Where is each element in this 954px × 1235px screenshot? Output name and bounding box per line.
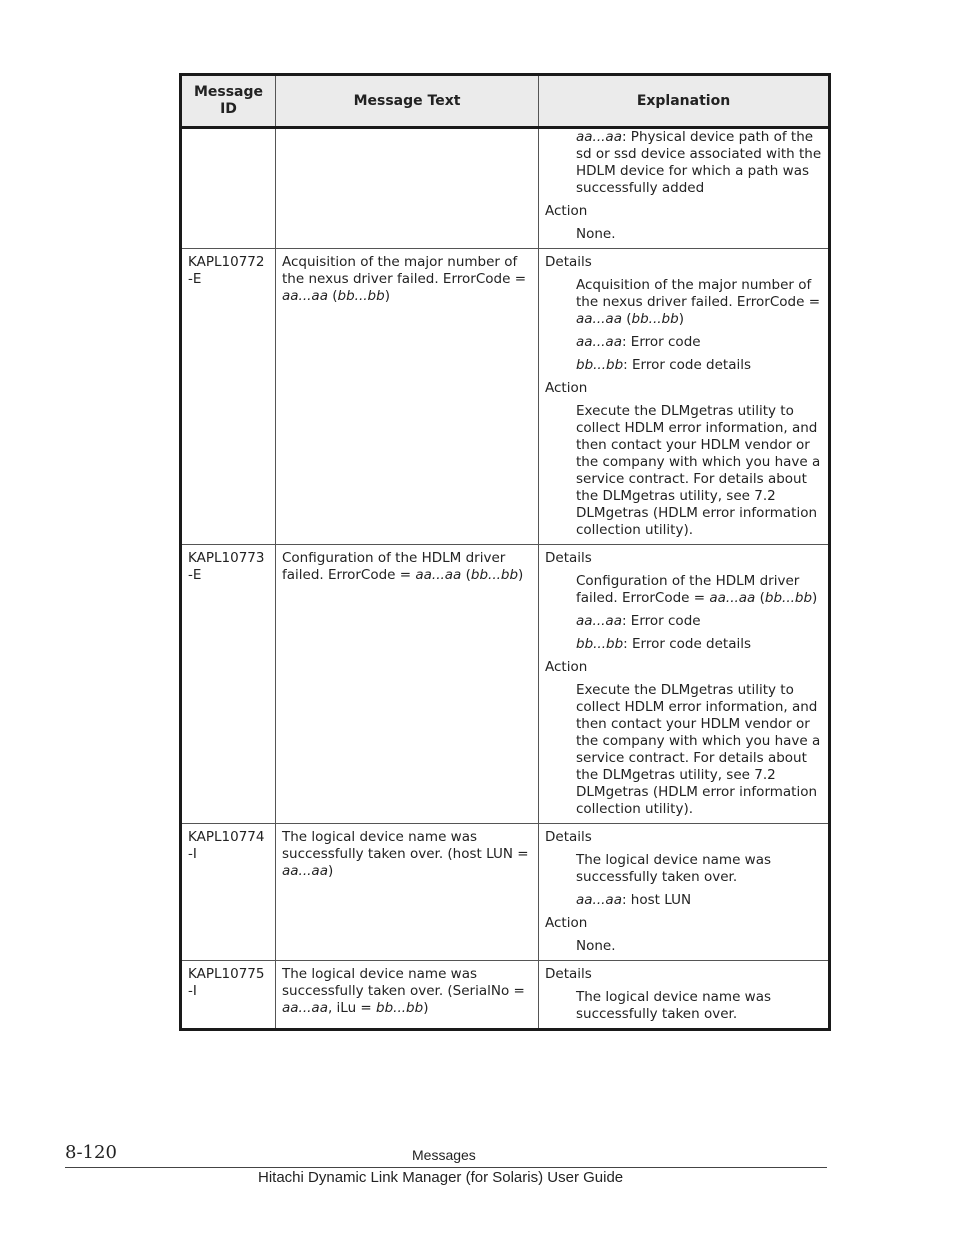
explanation-paragraph: aa...aa: Error code — [576, 334, 701, 350]
explanation-heading: Action — [545, 380, 588, 396]
explanation-cell — [539, 128, 830, 249]
explanation-paragraph: None. — [576, 226, 616, 242]
explanation-heading: Action — [545, 915, 588, 931]
table-row — [181, 249, 830, 545]
header-message-id: Message ID — [181, 75, 276, 128]
explanation-paragraph: aa...aa: Error code — [576, 613, 701, 629]
explanation-heading: Action — [545, 659, 588, 675]
footer-document-title: Hitachi Dynamic Link Manager (for Solaris) User Guide — [258, 1169, 624, 1186]
page-number: 8-120 — [65, 1142, 117, 1163]
explanation-heading: Details — [545, 550, 592, 566]
messages-table — [179, 73, 831, 1031]
explanation-heading: Details — [545, 829, 592, 845]
explanation-paragraph: Configuration of the HDLM driver failed. ErrorCode = aa...aa (bb...bb) — [576, 573, 818, 606]
table-header-row — [181, 75, 830, 128]
table-row — [181, 545, 830, 824]
message-text-cell: The logical device name was successfully taken over. (host LUN = aa...aa) — [276, 824, 539, 961]
header-explanation: Explanation — [539, 75, 830, 128]
table-body — [181, 128, 830, 1030]
footer-divider — [65, 1167, 827, 1168]
explanation-heading: Details — [545, 254, 592, 270]
explanation-paragraph: None. — [576, 938, 616, 954]
message-id-cell: KAPL10775 -I — [181, 961, 276, 1030]
message-text-cell: Acquisition of the major number of the nexus driver failed. ErrorCode = aa...aa (bb...bb) — [276, 249, 539, 545]
message-id-cell: KAPL10774 -I — [181, 824, 276, 961]
message-text-cell: The logical device name was successfully taken over. (SerialNo = aa...aa, iLu = bb...bb) — [276, 961, 539, 1030]
footer-section-name: Messages — [412, 1147, 476, 1163]
explanation-paragraph: The logical device name was successfully taken over. — [576, 852, 772, 885]
explanation-cell — [539, 824, 830, 961]
table-row — [181, 128, 830, 249]
header-message-text: Message Text — [276, 75, 539, 128]
explanation-heading: Action — [545, 203, 588, 219]
explanation-paragraph: aa...aa: host LUN — [576, 892, 692, 908]
table-row — [181, 961, 830, 1030]
explanation-paragraph: Acquisition of the major number of the nexus driver failed. ErrorCode = aa...aa (bb...bb) — [576, 277, 821, 327]
message-text-cell — [276, 128, 539, 249]
explanation-paragraph: Execute the DLMgetras utility to collect HDLM error information, and then contact your HDLM vendor or the company with which you have a service contract. For details about the DLMgetras utility, see 7.2 DLMgetras (HDLM error information collection utility). — [576, 682, 821, 817]
explanation-paragraph: aa...aa: Physical device path of the sd or ssd device associated with the HDLM device for which a path was successfully added — [576, 129, 822, 196]
explanation-cell — [539, 961, 830, 1030]
explanation-paragraph: Execute the DLMgetras utility to collect HDLM error information, and then contact your HDLM vendor or the company with which you have a service contract. For details about the DLMgetras utility, see 7.2 DLMgetras (HDLM error information collection utility). — [576, 403, 821, 538]
message-text-cell: Configuration of the HDLM driver failed. ErrorCode = aa...aa (bb...bb) — [276, 545, 539, 824]
explanation-paragraph: bb...bb: Error code details — [576, 636, 752, 652]
explanation-cell — [539, 545, 830, 824]
table-row — [181, 824, 830, 961]
message-id-cell — [181, 128, 276, 249]
message-id-cell: KAPL10772 -E — [181, 249, 276, 545]
explanation-paragraph: bb...bb: Error code details — [576, 357, 752, 373]
explanation-heading: Details — [545, 966, 592, 982]
explanation-cell — [539, 249, 830, 545]
explanation-paragraph: The logical device name was successfully taken over. — [576, 989, 772, 1022]
message-id-cell: KAPL10773 -E — [181, 545, 276, 824]
